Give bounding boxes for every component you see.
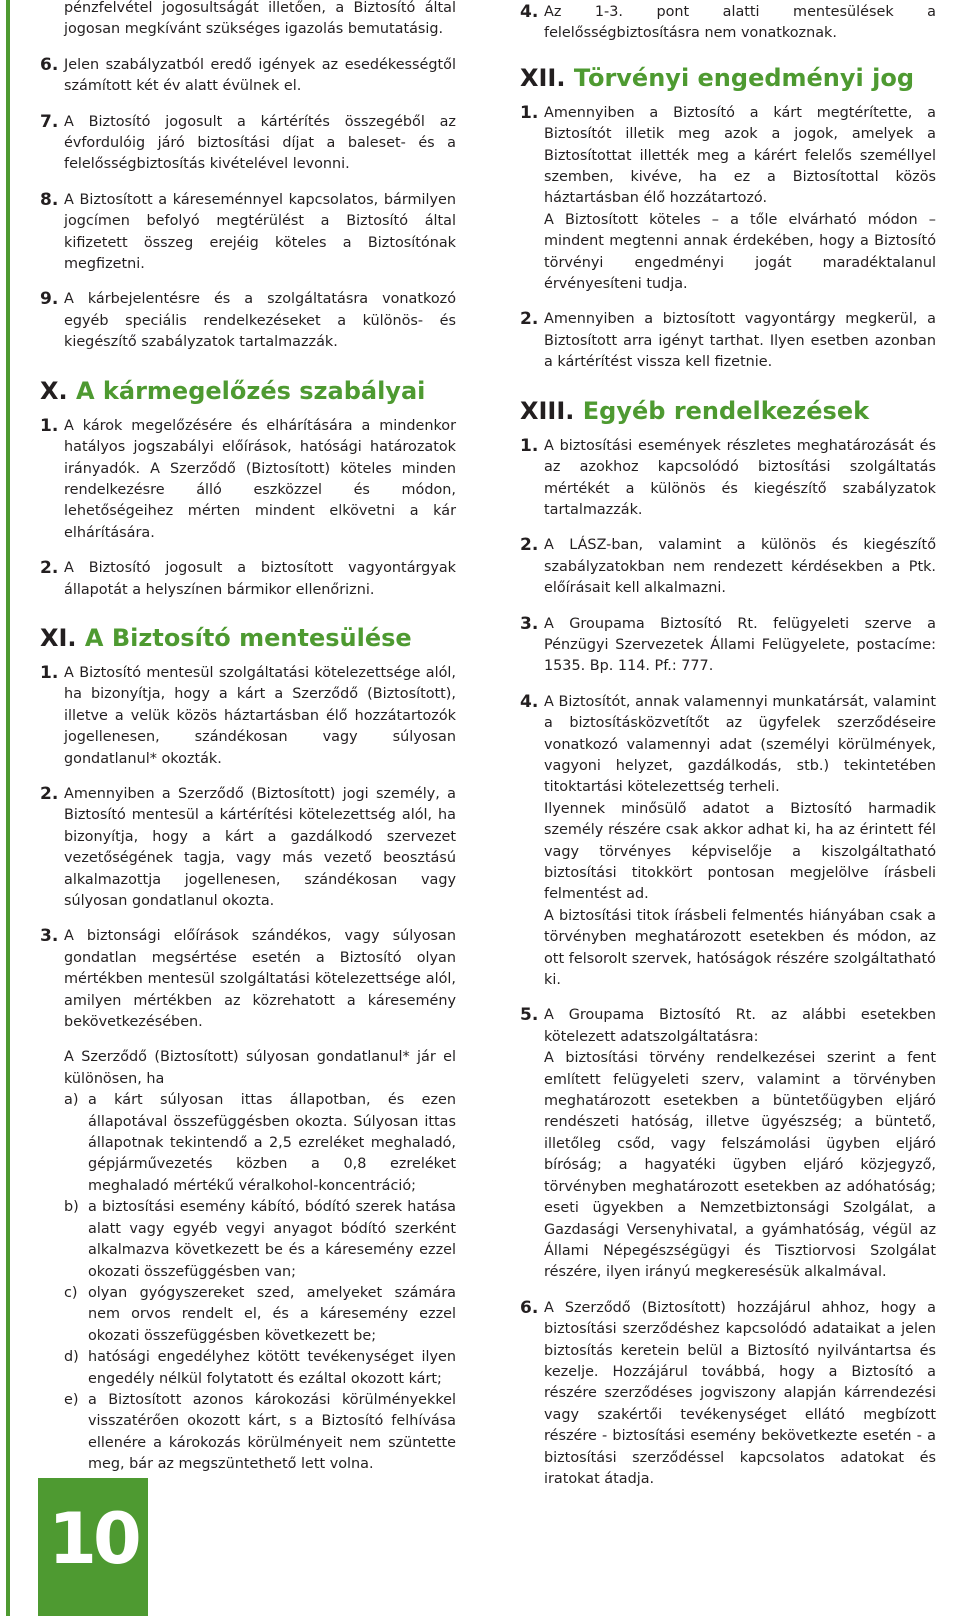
clause-number: 3.: [520, 613, 539, 634]
section-title: Törvényi engedményi jog: [573, 63, 915, 92]
clause-text: A Biztosított a káreseménnyel kapcsolatos, bármilyen jogcímen befolyó megtérülést a Biztosító által kifizetett összeg erejéig köteles a Biztosítónak megfizetni.: [64, 191, 456, 273]
clause-number: 2.: [40, 783, 59, 804]
clause-text: A károk megelőzésére és elhárítására a mindenkor hatályos jogszabályi előírások, hatósági határozatok irányadók. A Szerződő (Biztosított) köteles minden rendelkezésre álló eszközzel és módon, lehetőségeihez mérten mindent elkövetni a kár elhárítására.: [64, 417, 456, 541]
section-number: XI.: [40, 623, 77, 652]
clause-paragraph: Amennyiben a Biztosító a kárt megtérítette, a Biztosítót illetik meg azok a jogok, amelyek a Biztosítottat illették meg a kárért felelős személlyel szemben, kivéve, ha ez a Biztosítottal közös háztartásban élő hozzátartozó.: [544, 104, 936, 207]
intro-continuation: pénzfelvétel jogosultságát illetően, a Biztosító által jogosan megkívánt szükséges igazolás bemutatásig.: [64, 0, 456, 38]
clause-text: A LÁSZ-ban, valamint a különös és kiegészítő szabályzatokban nem rendezett kérdésekben a Ptk. előírásait kell alkalmazni.: [544, 537, 936, 597]
clause-7: [40, 112, 456, 176]
section-number: XIII.: [520, 396, 575, 425]
list-marker: d): [64, 1349, 79, 1366]
clause-number: 1.: [40, 662, 59, 683]
section-xii-heading: [520, 63, 936, 93]
clause-number: 6.: [520, 1297, 539, 1318]
clause-number: 9.: [40, 289, 59, 310]
clause-number: 1.: [520, 102, 539, 123]
list-marker: b): [64, 1199, 79, 1216]
list-marker: c): [64, 1284, 78, 1301]
section-xiii-heading: [520, 396, 936, 426]
clause-number: 1.: [520, 435, 539, 456]
clause-text: Jelen szabályzatból eredő igények az esedékességtől számított két év alatt évülnek el.: [64, 56, 456, 95]
list-item: [64, 1390, 456, 1476]
section-x-heading: [40, 376, 456, 406]
clause-text: Amennyiben a Szerződő (Biztosított) jogi személy, a Biztosító mentesül a kártérítési kötelezettség alól, ha bizonyítja, hogy a kárt a gazdálkodó szervezet vezetőségének tagja, vagy más vezető beosztású alkalmazottja jogellenesen, szándékosan vagy súlyosan gondatlanul okozta.: [64, 785, 456, 909]
page-number: 10: [48, 1498, 138, 1580]
list-text: a Biztosított azonos károkozási körülményekkel visszatérően okozott kárt, s a Biztosító felhívása ellenére a károkozás körülményeit nem szüntette meg, bár az megszüntethető lett volna.: [88, 1391, 456, 1473]
page-left-rule: [6, 0, 10, 1616]
clause-text: Amennyiben a biztosított vagyontárgy megkerül, a Biztosított arra igényt tarthat. Ilyen esetben azonban a kártérítést vissza kell fizetnie.: [544, 311, 936, 371]
list-text: olyan gyógyszereket szed, amelyeket számára nem orvos rendelt el, és a káresemény ezzel okozati összefüggésben következett be;: [88, 1284, 456, 1344]
list-marker: a): [64, 1092, 79, 1109]
clause-text: A biztonsági előírások szándékos, vagy súlyosan gondatlan megsértése esetén a Biztosító olyan mértékben mentesül szolgáltatási kötelezettsége alól, amilyen mértékben az közrehatott a káresemény bekövetkezésében.: [64, 928, 456, 1031]
list-item: [64, 1347, 456, 1390]
clause-number: 8.: [40, 189, 59, 210]
section-xiii-clause-6: [520, 1298, 936, 1491]
clause-text: [544, 103, 936, 296]
clause-text: A Biztosító jogosult a biztosított vagyontárgyak állapotát a helyszínen bármikor ellenőrizni.: [64, 560, 456, 598]
section-number: XII.: [520, 63, 566, 92]
clause-text: A kárbejelentésre és a szolgáltatásra vonatkozó egyéb speciális rendelkezéseket a különös- és kiegészítő szabályzatok tartalmazzák.: [64, 291, 456, 351]
clause-number: 2.: [520, 535, 539, 556]
list-marker: e): [64, 1391, 79, 1408]
clause-text: A Biztosító mentesül szolgáltatási kötelezettsége alól, ha bizonyítja, hogy a kárt a Szerződő (Biztosított), illetve a velük közös háztartásban élő hozzátartozók jogellenesen, szándékosan vagy súlyosan gondatlanul* okozták.: [64, 664, 456, 767]
section-xi-clause-1: [40, 663, 456, 770]
section-title: A kármegelőzés szabályai: [75, 376, 426, 405]
clause-paragraph: A Biztosított köteles – a tőle elvárható módon – mindent megtenni annak érdekében, hogy a Biztosító törvényi engedményi jogát maradéktalanul érvényesíteni tudja.: [544, 211, 936, 293]
clause-number: 3.: [40, 926, 59, 947]
clause-number: 1.: [40, 415, 59, 436]
section-title: Egyéb rendelkezések: [582, 396, 870, 425]
clause-number: 5.: [520, 1005, 539, 1026]
section-xi-heading: [40, 623, 456, 653]
page-number-box: [38, 1478, 148, 1616]
gross-negligence-list: [40, 1090, 456, 1475]
clause-number: 2.: [40, 558, 59, 579]
clause-paragraph: Ilyennek minősülő adatot a Biztosító harmadik személy részére csak akkor adhat ki, ha az érintett fél vagy törvényes képviselője a kiszolgáltatható biztosítási titokkört pontosan megjelölve írásbeli felmentést ad.: [544, 800, 936, 903]
clause-6: [40, 55, 456, 98]
clause-text: A biztosítási események részletes meghatározását és az azokhoz kapcsolódó biztosítási szolgáltatás mértékét a különös és kiegészítő szabályzatok tartalmazzák.: [544, 437, 936, 518]
clause-text: A Biztosító jogosult a kártérítés összegéből az évfordulóig járó biztosítási díjat a baleset- és a felelősségbiztosítás kivételével levonni.: [64, 113, 456, 173]
clause-paragraph: A Biztosítót, annak valamennyi munkatársát, valamint a biztosításközvetítőt az ügyfelek szerződéseire vonatkozó valamennyi adat (személyi körülmények, vagyoni helyzet, gazdálkodás, stb.) tekintetében titoktartási kötelezettség terheli.: [544, 693, 936, 796]
clause-text: [544, 692, 936, 992]
clause-number: 2.: [520, 309, 539, 330]
gross-negligence-intro: A Szerződő (Biztosított) súlyosan gondatlanul* jár el különösen, ha: [64, 1049, 456, 1087]
section-xi-clause-2: [40, 784, 456, 912]
section-xiii-clause-5: [520, 1005, 936, 1283]
section-xi-clause-3: [40, 926, 456, 1033]
clause-number: 4.: [520, 2, 539, 22]
list-item: [64, 1283, 456, 1347]
clause-text: A Groupama Biztosító Rt. felügyeleti szerve a Pénzügyi Szervezetek Állami Felügyelete, postacíme: 1535. Bp. 114. Pf.: 777.: [544, 615, 936, 675]
clause-paragraph: A biztosítási titok írásbeli felmentés hiányában csak a törvényben meghatározott esetekben és módon, az ott felsorolt szervek, hatóságok részére szolgáltatható ki.: [544, 907, 936, 989]
right-column: [520, 2, 936, 1504]
section-number: X.: [40, 376, 68, 405]
clause-text: [544, 1005, 936, 1283]
section-title: A Biztosító mentesülése: [84, 623, 412, 652]
section-xiii-clause-3: [520, 614, 936, 678]
clause-paragraph: A Groupama Biztosító Rt. az alábbi esetekben kötelezett adatszolgáltatásra:: [544, 1007, 936, 1045]
section-xiii-clause-1: [520, 436, 936, 522]
section-x-clause-1: [40, 416, 456, 544]
section-xii-clause-2: [520, 309, 936, 373]
section-x-clause-2: [40, 558, 456, 601]
section-xiii-clause-4: [520, 692, 936, 992]
clause-paragraph: A biztosítási törvény rendelkezései szerint a fent említett felügyeleti szerv, valamint a törvényben meghatározott esetekben a büntetőügyben eljáró rendészeti hatóság, illetve ügyészség; a büntető, illetőleg csőd, vagy felszámolási ügyben eljáró bíróság; a hagyatéki ügyben eljáró közjegyző, törvényben meghatározott esetekben az adóhatóság; eseti ügyekben a Nemzetbiztonsági Szolgálat, a Gazdasági Versenyhivatal, a gyámhatóság, végül az Állami Népegészségügyi és Tisztiorvosi Szolgálat részére, ilyen irányú megkeresésük alkalmával.: [544, 1050, 936, 1281]
left-column: [40, 0, 456, 1476]
list-text: a biztosítási esemény kábító, bódító szerek hatása alatt vagy egyéb vegyi anyagot bódító szerként alkalmazva következett be és a káresemény ezzel okozati összefüggésben van;: [88, 1199, 456, 1280]
list-text: a kárt súlyosan ittas állapotban, és ezen állapotával összefüggésben okozta. Súlyosan ittas állapotnak tekintendő a 2,5 ezreléket meghaladó, gépjárművezetés közben a 0,8 ezreléket meghaladó mértékű véralkohol-koncentráció;: [88, 1092, 456, 1194]
clause-text: A Szerződő (Biztosított) hozzájárul ahhoz, hogy a biztosítási szerződéshez kapcsolódó adataikat a jelen biztosítás keretein belül a Biztosító nyilvántartsa és kezelje. Hozzájárul továbbá, hogy a Biztosító a részére szerződéses jogviszony alapján kárrendezési vagy szakértői tevékenységet ellátó megbízott részére - biztosítási esemény bekövetkezte esetén - a biztosítási szerződéssel kapcsolatos adatokat és iratokat átadja.: [544, 1299, 936, 1487]
list-item: [64, 1090, 456, 1197]
clause-number: 6.: [40, 54, 59, 75]
section-xii-clause-1: [520, 103, 936, 296]
clause-number: 7.: [40, 111, 59, 132]
section-xi-clause-4: [520, 2, 936, 45]
clause-9: [40, 289, 456, 353]
section-xiii-clause-2: [520, 535, 936, 599]
clause-8: [40, 190, 456, 276]
clause-text: Az 1-3. pont alatti mentesülések a felelősségbiztosításra nem vonatkoznak.: [544, 4, 936, 42]
list-item: [64, 1197, 456, 1283]
list-text: hatósági engedélyhez kötött tevékenységet ilyen engedély nélkül folytatott és ezáltal okozott kárt;: [88, 1349, 456, 1387]
clause-number: 4.: [520, 691, 539, 712]
